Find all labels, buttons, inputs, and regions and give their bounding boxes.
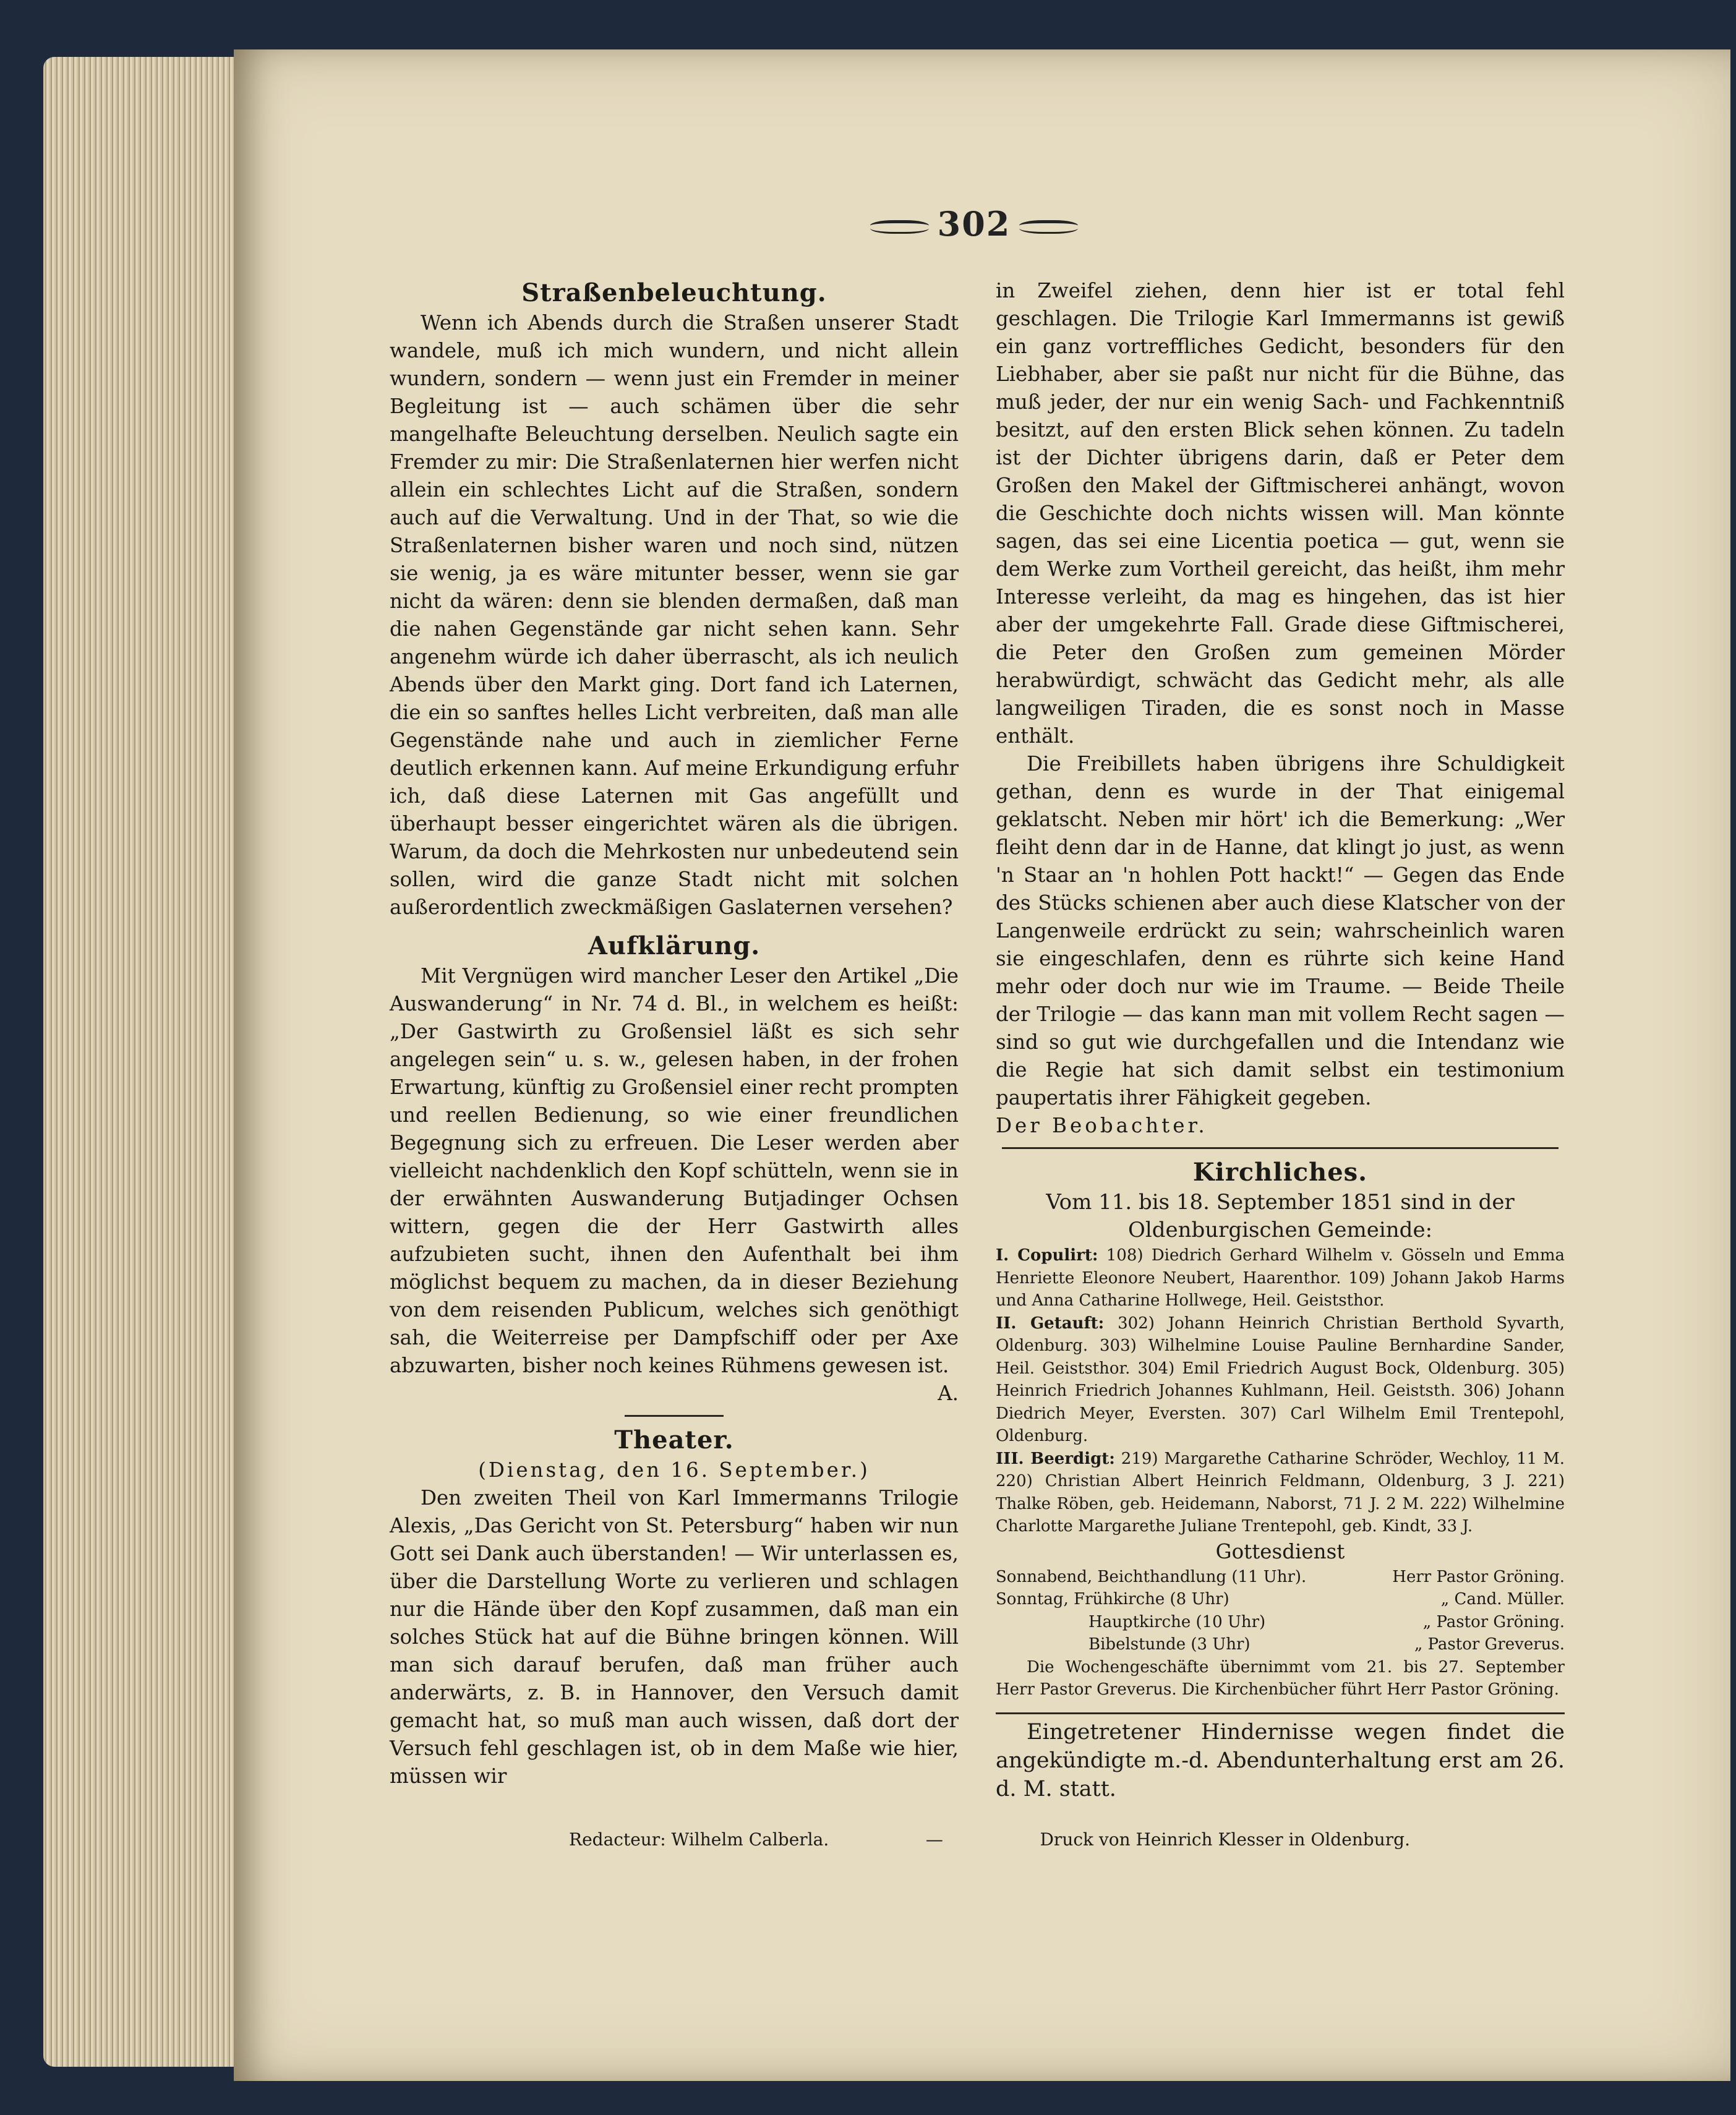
page-number-text: 302: [937, 204, 1011, 244]
service-time: Sonnabend, Beichthandlung (11 Uhr).: [996, 1567, 1307, 1586]
church-buried: [996, 1448, 1565, 1538]
notice-box: [996, 1712, 1565, 1803]
week-note: Die Wochengeschäfte übernimmt vom 21. bis 27. September Herr Pastor Greverus. Die Kirchenbücher führt Herr Pastor Gröning.: [996, 1657, 1565, 1699]
baptized-list: 302) Johann Heinrich Christian Berthold Syvarth, Oldenburg. 303) Wilhelmine Louise Pauline Bernhardine Sander, Heil. Geiststhor. 304) Emil Friedrich August Bock, Oldenburg. 305) Heinrich Friedrich Johannes Kuhlmann, Heil. Geiststh. 306) Johann Diedrich Meyer, Eversten. 307) Carl Wilhelm Emil Trentepohl, Oldenburg.: [996, 1314, 1565, 1445]
imprint-line: [569, 1829, 1410, 1850]
book-page-edges: [43, 57, 238, 2067]
church-copulated: [996, 1244, 1565, 1312]
copulated-list: 108) Diedrich Gerhard Wilhelm v. Gösseln und Emma Henriette Eleonore Neubert, Haarenthor. 109) Johann Jakob Harms und Anna Catharine Hollwege, Heil. Geiststhor.: [996, 1246, 1565, 1310]
service-row: [996, 1611, 1565, 1634]
imprint-dash: —: [925, 1829, 943, 1850]
service-time: Bibelstunde (3 Uhr): [1088, 1635, 1251, 1654]
church-intro: Vom 11. bis 18. September 1851 sind in der Oldenburgischen Gemeinde:: [1046, 1190, 1515, 1242]
service-time: Hauptkirche (10 Uhr): [1088, 1612, 1266, 1631]
section-divider: [625, 1415, 724, 1417]
page-number: [860, 204, 1088, 244]
clarification-signature: A.: [938, 1382, 959, 1405]
clarification-title: Aufklärung.: [588, 931, 761, 960]
service-row: [996, 1566, 1565, 1589]
copulated-label: I. Copulirt:: [996, 1246, 1098, 1265]
service-pastor: „ Cand. Müller.: [1440, 1590, 1565, 1609]
church-title: Kirchliches.: [1192, 1158, 1368, 1187]
theatre-signature: Der Beobachter.: [996, 1114, 1208, 1137]
streets-title: Straßenbeleuchtung.: [521, 278, 827, 307]
right-ornament-icon: [1019, 220, 1078, 234]
theatre-date: (Dienstag, den 16. September.): [478, 1458, 870, 1482]
streets-body: Wenn ich Abends durch die Straßen unserer Stadt wandele, muß ich mich wundern, und nicht allein wundern, sondern — wenn just ein Fremder in meiner Begleitung ist — auch schämen über die sehr mangelhafte Beleuchtung derselben. Neulich sagte ein Fremder zu mir: Die Straßenlaternen hier werfen nicht allein ein schlechtes Licht auf die Straßen, sondern auch auf die Verwaltung. Und in der That, so wie die Straßenlaternen bisher waren und noch sind, nützen sie wenig, ja es wäre mitunter besser, wenn sie gar nicht da wären: denn sie blenden dermaßen, daß man die nahen Gegenstände gar nicht sehen kann. Sehr angenehm würde ich daher überrascht, als ich neulich Abends über den Markt ging. Dort fand ich Laternen, die ein so sanftes helles Licht verbreiten, daß man alle Gegenstände nahe und auch in ziemlicher Ferne deutlich erkennen kann. Auf meine Erkundigung erfuhr ich, daß diese Laternen mit Gas angefüllt und überhaupt besser eingerichtet wären als die übrigen. Warum, da doch die Mehrkosten nur unbedeutend sein sollen, wird die ganze Stadt nicht mit solchen außerordentlich zweckmäßigen Gaslaternen versehen?: [390, 311, 959, 919]
service-row: [996, 1588, 1565, 1611]
section-divider: [1002, 1147, 1559, 1149]
buried-label: III. Beerdigt:: [996, 1449, 1115, 1468]
clarification-body: Mit Vergnügen wird mancher Leser den Artikel „Die Auswanderung“ in Nr. 74 d. Bl., in welchem es heißt: „Der Gastwirth zu Großensiel läßt es sich sehr angelegen sein“ u. s. w., gelesen haben, in der frohen Erwartung, künftig zu Großensiel einer recht prompten und reellen Bedienung, so wie einer freundlichen Begegnung sich zu erfreuen. Die Leser werden aber vielleicht nachdenklich den Kopf schütteln, wenn sie in der erwähnten Auswanderung Butjadinger Ochsen wittern, gegen die der Herr Gastwirth alles aufzubieten sucht, ihnen den Aufenthalt bei ihm möglichst bequem zu machen, da in dieser Beziehung von dem reisenden Publicum, welches sich genöthigt sah, die Weiterreise per Dampfschiff oder per Axe abzuwarten, bisher noch keines Rühmens gewesen ist.: [390, 964, 959, 1377]
left-column: [390, 277, 959, 1790]
baptized-label: II. Getauft:: [996, 1314, 1105, 1333]
buried-list: 219) Margarethe Catharine Schröder, Wechloy, 11 M. 220) Christian Albert Heinrich Feldmann, Oldenburg, 3 J. 221) Thalke Röben, geb. Heidemann, Naborst, 71 J. 2 M. 222) Wilhelmine Charlotte Margarethe Juliane Trentepohl, geb. Kindt, 33 J.: [996, 1449, 1565, 1536]
left-ornament-icon: [870, 220, 929, 234]
service-time: Sonntag, Frühkirche (8 Uhr): [996, 1590, 1229, 1609]
theatre-body-left: Den zweiten Theil von Karl Immermanns Trilogie Alexis, „Das Gericht von St. Petersburg“ haben wir nun Gott sei Dank auch überstanden! — Wir unterlassen es, über die Darstellung Worte zu verlieren und schlagen nur die Hände über den Kopf zusammen, daß man ein solches Stück hat auf die Bühne bringen können. Will man sich darauf berufen, daß man früher auch anderwärts, z. B. in Hannover, den Versuch damit gemacht hat, so muß man auch wissen, daß dort der Versuch fehl geschlagen ist, ob in dem Maße wie hier, müssen wir: [390, 1486, 959, 1788]
editor-credit: Redacteur: Wilhelm Calberla.: [569, 1829, 829, 1850]
theatre-body-right-1: in Zweifel ziehen, denn hier ist er total fehl geschlagen. Die Trilogie Karl Immermanns ist gewiß ein ganz vortreffliches Gedicht, besonders für den Liebhaber, aber sie paßt nur nicht für die Bühne, das muß jeder, der nur ein wenig Sach- und Fachkenntniß besitzt, auf den ersten Blick sehen können. Zu tadeln ist der Dichter übrigens darin, daß er Peter dem Großen den Makel der Giftmischerei anhängt, wovon die Geschichte doch nichts wissen will. Man könnte sagen, das sei eine Licentia poetica — gut, wenn sie dem Werke zum Vortheil gereicht, das heißt, ihm mehr Interesse verleiht, da mag es hingehen, das ist hier aber der umgekehrte Fall. Grade diese Giftmischerei, die Peter den Großen zum gemeinen Mörder herabwürdigt, schwächt das Gedicht mehr, als alle langweiligen Tiraden, die es sonst noch in Masse enthält.: [996, 279, 1565, 748]
church-baptized: [996, 1312, 1565, 1448]
service-title: Gottesdienst: [1215, 1539, 1345, 1563]
right-column: [996, 277, 1565, 1803]
service-pastor: „ Pastor Gröning.: [1422, 1612, 1565, 1631]
theatre-title: Theater.: [614, 1425, 734, 1455]
notice-text: Eingetretener Hindernisse wegen findet die angekündigte m.-d. Abendunterhaltung erst am 26. d. M. statt.: [996, 1719, 1565, 1801]
theatre-body-right-2: Die Freibillets haben übrigens ihre Schuldigkeit gethan, denn es wurde in der That einigemal geklatscht. Neben mir hört' ich die Bemerkung: „Wer fleiht denn dar in de Hanne, dat klingt jo just, as wenn 'n Staar an 'n hohlen Pott hackt!“ — Gegen das Ende des Stücks schienen aber auch diese Klatscher von der Langenweile erdrückt zu sein; wahrscheinlich waren sie eingeschlafen, denn es rührte sich keine Hand mehr oder doch nur wie im Traume. — Beide Theile der Trilogie — das kann man mit vollem Recht sagen — sind so gut wie durchgefallen und die Intendanz wie die Regie hat sich damit selbst ein testimonium paupertatis ihrer Fähigkeit gegeben.: [996, 752, 1565, 1109]
printer-credit: Druck von Heinrich Klesser in Oldenburg.: [1040, 1829, 1410, 1850]
service-row: [996, 1633, 1565, 1656]
service-pastor: „ Pastor Greverus.: [1414, 1635, 1565, 1654]
service-pastor: Herr Pastor Gröning.: [1392, 1567, 1565, 1586]
